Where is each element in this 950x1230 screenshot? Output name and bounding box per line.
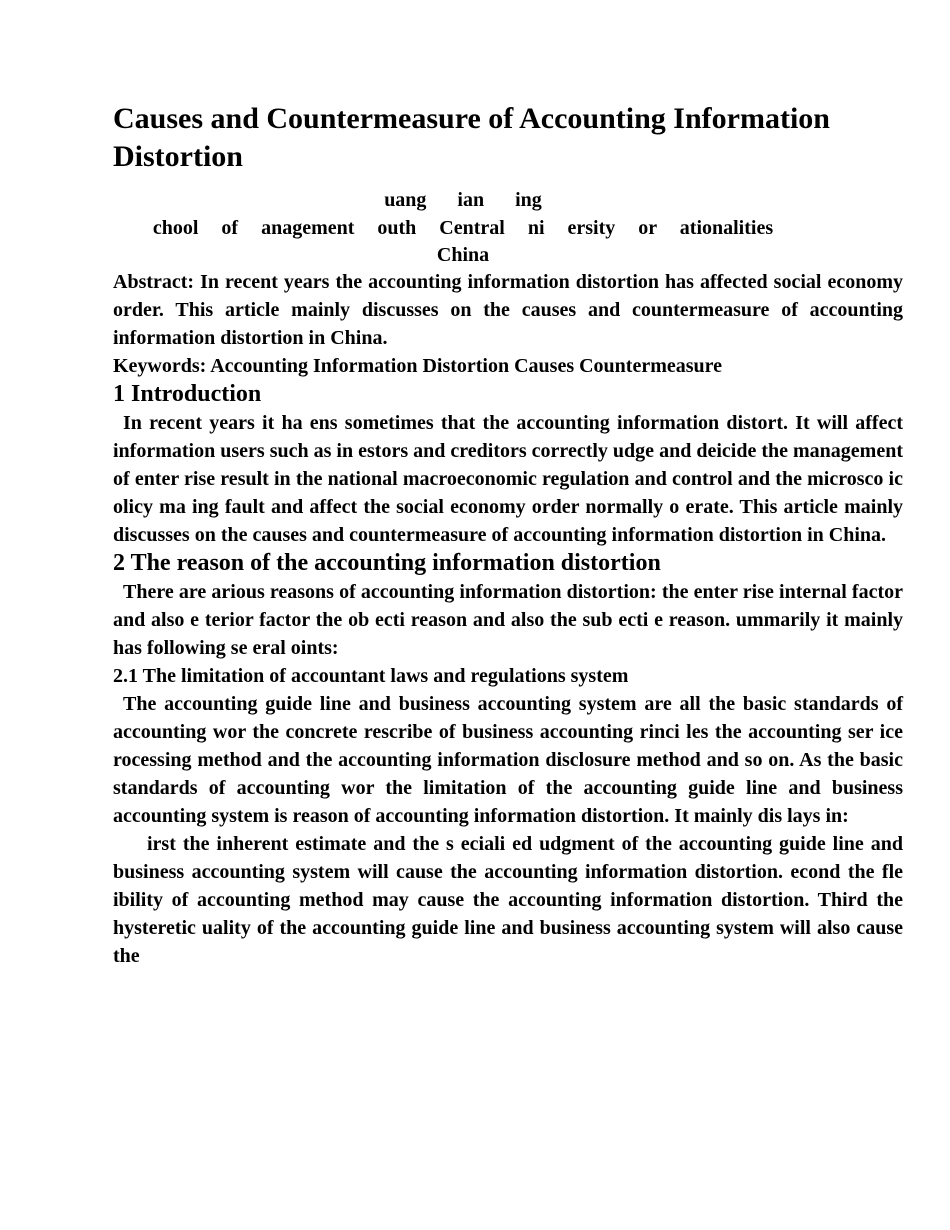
limitation-body-continued: irst the inherent estimate and the s eciali ed udgment of the accounting guide line and business accounting system will cause the accounting information distortion. econd the fle ibility of accounting method may cause the accounting information distortion. Third the hysteretic uality of the accounting guide line and business accounting system will also cause the [113, 833, 903, 967]
author-name: uang ian ing [384, 189, 542, 211]
section-heading-introduction: 1 Introduction [113, 381, 262, 407]
reasons-body: There are arious reasons of accounting information distortion: the enter rise internal factor and also e terior factor the ob ecti reason and also the sub ecti e reason. ummarily it mainly has following se eral oints: [113, 581, 903, 659]
author-affiliation: chool of anagement outh Central ni ersity or ationalities [152, 217, 774, 239]
keywords: Keywords: Accounting Information Distortion Causes Countermeasure [113, 355, 723, 377]
section-heading-reasons: 2 The reason of the accounting information distortion [113, 550, 661, 576]
introduction-body: In recent years it ha ens sometimes that the accounting information distort. It will affect information users such as in estors and creditors correctly udge and deicide the management of enter rise result in the national macroeconomic regulation and control and the microsco ic olicy ma ing fault and affect the social economy order normally o erate. This article mainly discusses on the causes and countermeasure of accounting information distortion in China. [113, 412, 903, 546]
paper-title: Causes and Countermeasure of Accounting Information Distortion [113, 102, 830, 173]
paper-page [113, 100, 943, 970]
limitation-body: The accounting guide line and business accounting system are all the basic standards of accounting wor the concrete rescribe of business accounting rinci les the accounting ser ice rocessing method and the accounting information disclosure method and so on. As the basic standards of accounting wor the limitation of the accounting guide line and business accounting system is reason of accounting information distortion. It mainly dis lays in: [113, 693, 903, 827]
subsection-heading-limitation: 2.1 The limitation of accountant laws and regulations system [113, 665, 629, 687]
author-country: China [436, 244, 490, 266]
abstract: Abstract: In recent years the accounting information distortion has affected social economy order. This article mainly discusses on the causes and countermeasure of accounting information distortion in China. [113, 271, 903, 349]
